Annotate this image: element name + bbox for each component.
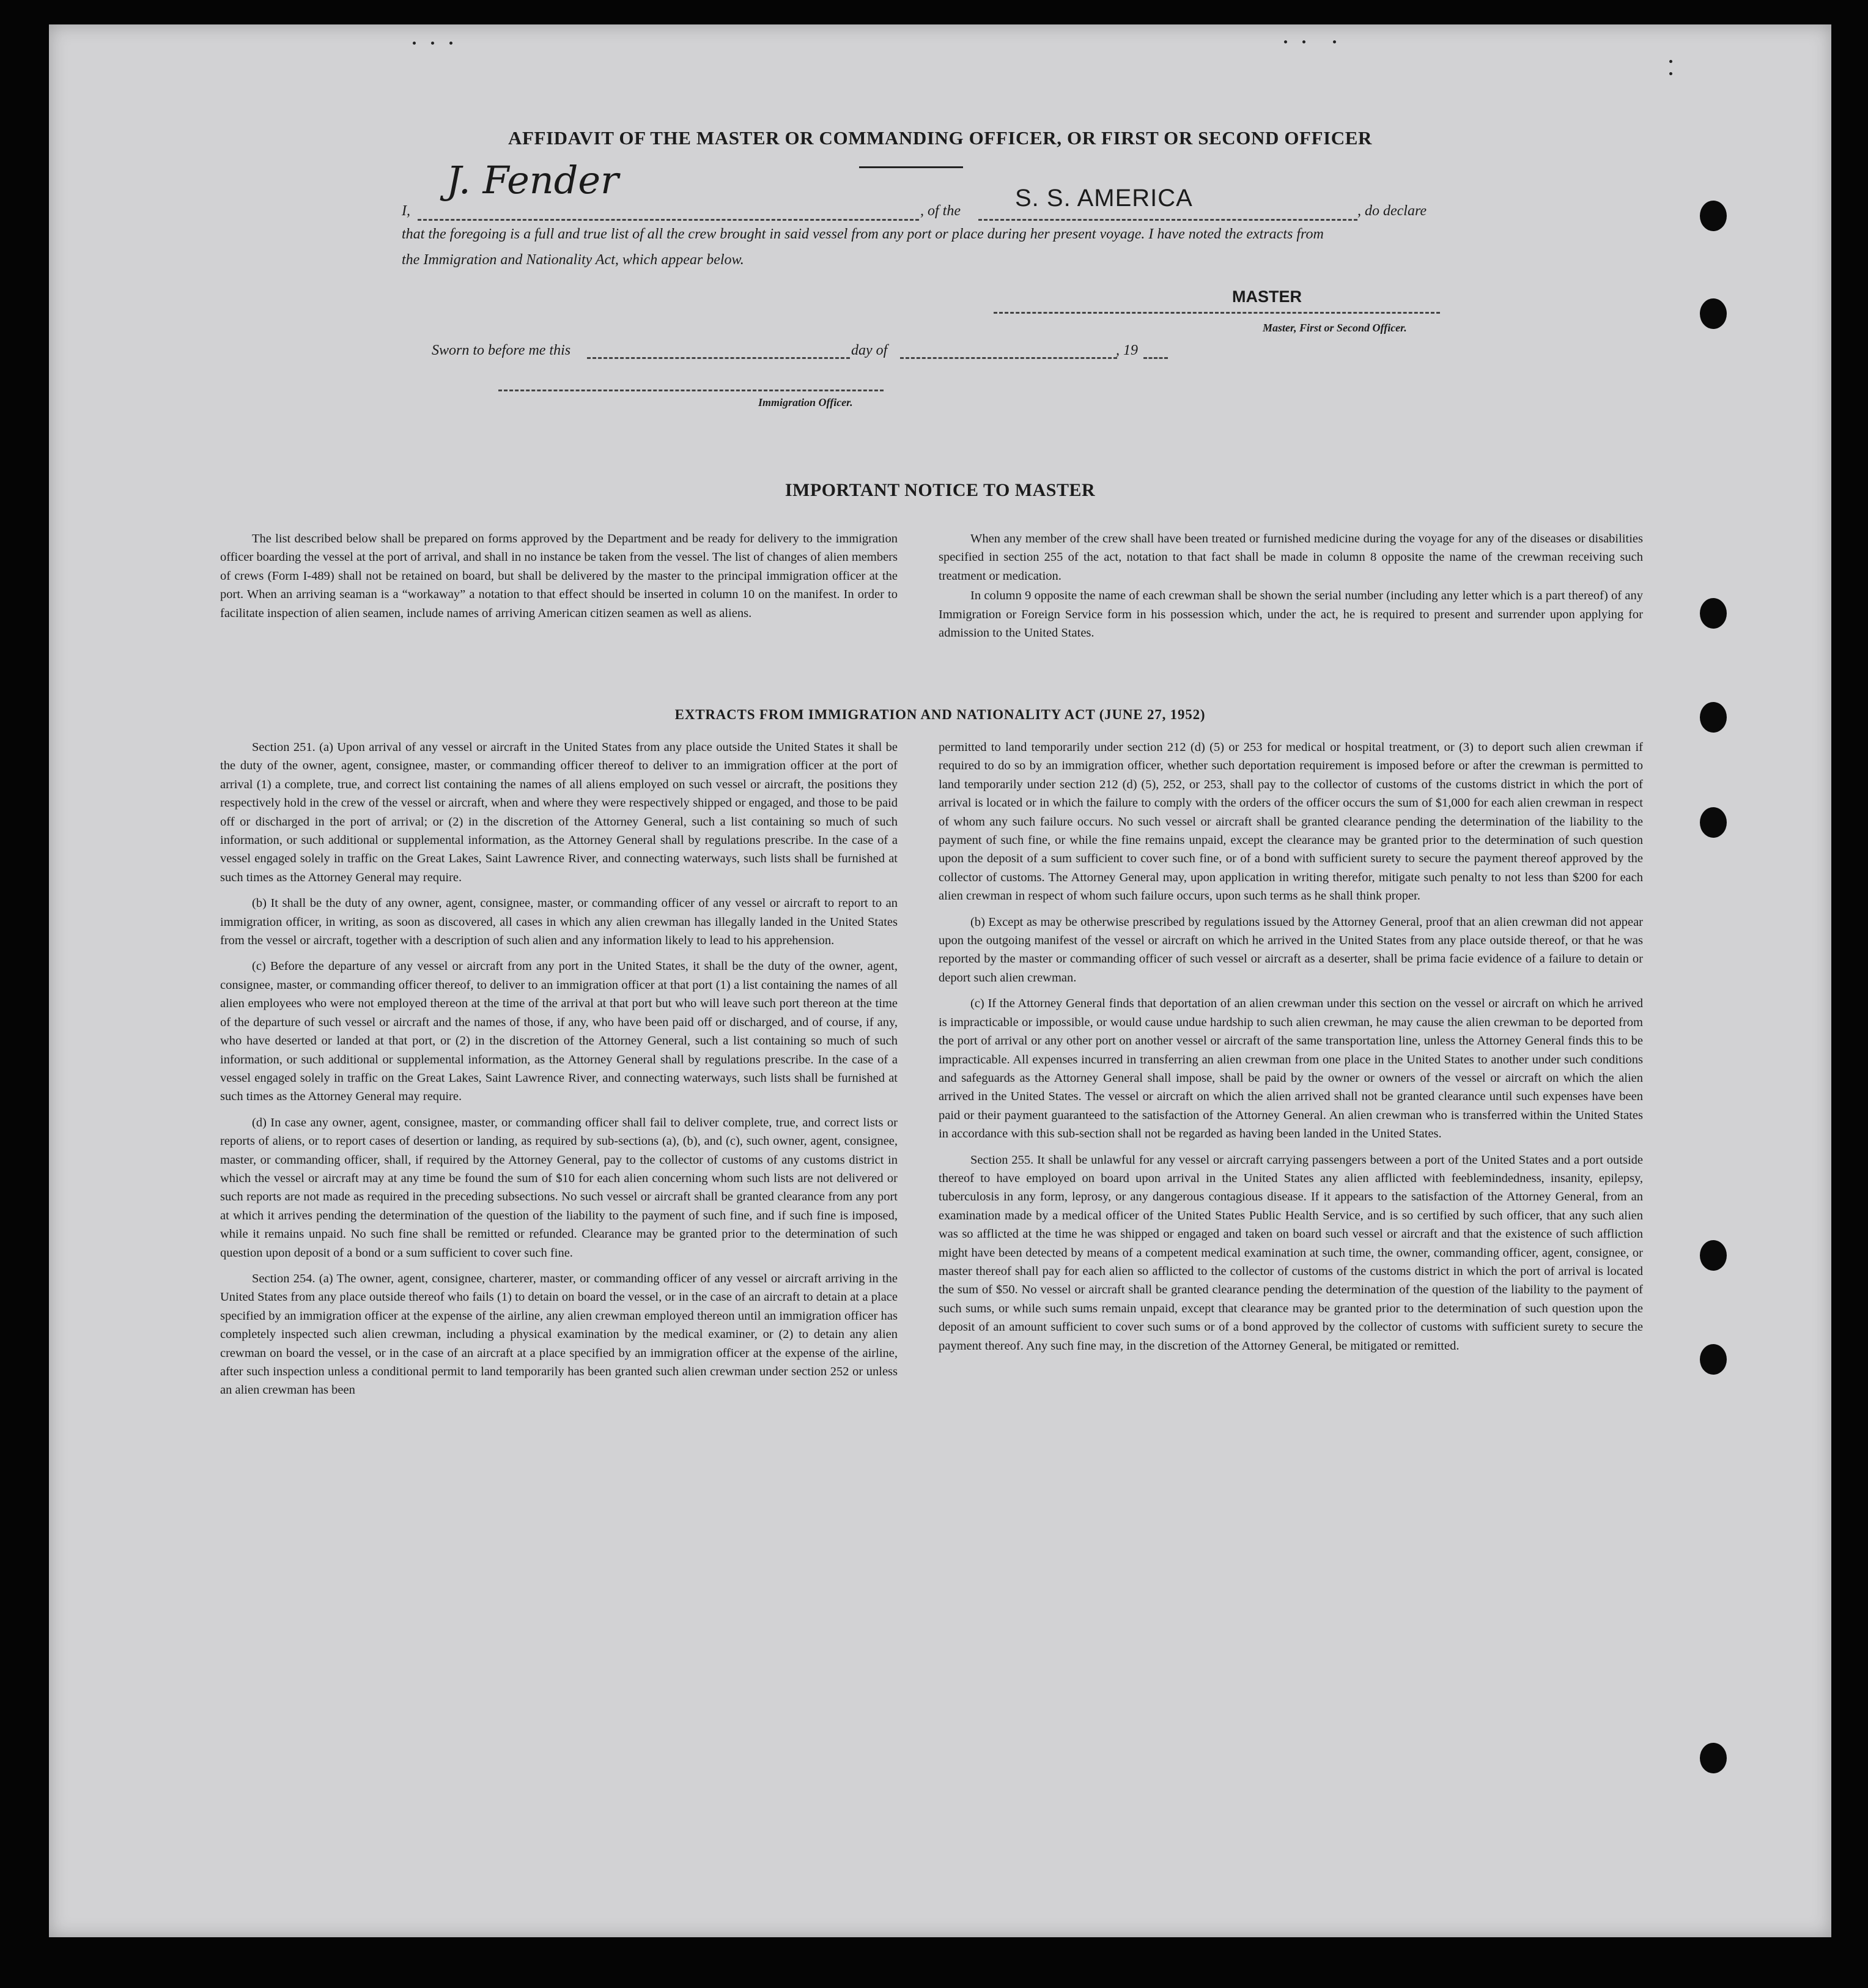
document-page xyxy=(49,24,1831,1937)
notice-left-column xyxy=(220,530,898,630)
declaration-line-1: that the foregoing is a full and true list of all the crew brought in said vessel from any port or place during her present voyage. I have noted the extracts from xyxy=(402,226,1324,242)
sworn-day-line xyxy=(587,357,850,359)
punch-hole xyxy=(1700,298,1727,329)
extracts-title: EXTRACTS FROM IMMIGRATION AND NATIONALITY ACT (JUNE 27, 1952) xyxy=(674,707,1206,722)
extracts-right-column xyxy=(939,738,1643,1362)
vessel-name: S. S. AMERICA xyxy=(1015,185,1193,212)
affidavit-prefix: I, xyxy=(402,203,410,219)
do-declare-label: , do declare xyxy=(1357,203,1427,219)
section-251-d: (d) In case any owner, agent, consignee, master, or commanding officer shall fail to deliver complete, true, and correct lists or reports of aliens, or to report cases of desertion or landing, as required by sub-sections (a), (b), and (c), such owner, agent, consignee, master, or commanding officer, shall, if required by the Attorney General, pay to the collector of customs of any customs district in which the vessel or aircraft may at any time be found the sum of $10 for each alien concerning whom such lists are not delivered or such reports are not made as required in the preceding subsections. No such vessel or aircraft shall be granted clearance from any port at which it arrives pending the determination of the question of the liability to the payment of such fine, and if such fine is imposed, while it remains unpaid. No such fine shall be remitted or refunded. Clearance may be granted prior to the determination of such question upon deposit of a bond or a sum sufficient to cover such fine. xyxy=(220,1115,898,1260)
notice-right-column xyxy=(939,530,1643,649)
notice-title: IMPORTANT NOTICE TO MASTER xyxy=(784,480,1096,500)
section-251-a: Section 251. (a) Upon arrival of any vessel or aircraft in the United States from any place outside the United States it shall be the duty of the owner, agent, consignee, master, or commanding officer thereof to deliver to an immigration officer at the port of arrival (1) a complete, true, and correct list containing the names of all aliens employed on such vessel or aircraft, the positions they respectively hold in the crew of the vessel or aircraft, when and where they were respectively shipped or engaged, and those to be paid off or discharged in the port of arrival; or (2) in the discretion of the Attorney General, such a list containing so much of such information, or such additional or supplemental information, as the Attorney General shall by regulations prescribe. In the case of a vessel engaged solely in traffic on the Great Lakes, Saint Lawrence River, and connecting waterways, such lists shall be furnished at such times as the Attorney General may require. xyxy=(220,741,898,884)
declaration-line-2: the Immigration and Nationality Act, which appear below. xyxy=(402,252,744,268)
punch-hole xyxy=(1700,807,1727,838)
section-254-b: (b) Except as may be otherwise prescribed by regulations issued by the Attorney General, proof that an alien crewman did not appear upon the outgoing manifest of the vessel or aircraft on which he arrived in the United States from any place outside thereof, or that he was reported by the master or commanding officer of such vessel or aircraft as a deserter, shall be prima facie evidence of a failure to detain or deport such alien crewman. xyxy=(939,915,1643,985)
day-of-label: day of xyxy=(851,342,888,358)
signer-caption: Master, First or Second Officer. xyxy=(1263,322,1407,334)
year-line xyxy=(1143,357,1168,359)
scan-speck xyxy=(1333,40,1336,43)
scan-speck xyxy=(449,42,452,45)
master-signature: J. Fender xyxy=(446,158,619,202)
punch-hole xyxy=(1700,598,1727,629)
signer-title-typed: MASTER xyxy=(1232,287,1302,306)
punch-hole xyxy=(1700,1743,1727,1773)
section-254-c: (c) If the Attorney General finds that deportation of an alien crewman under this section on the vessel or aircraft on which he arrived is impracticable or impossible, or would cause undue hardship to such alien crewman, he may cause the alien crewman to be deported from the port of arrival or any other port on another vessel or aircraft of the same transportation line, unless the Attorney General finds this to be impracticable. All expenses incurred in transferring an alien crewman from one place in the United States to another under such conditions and safeguards as the Attorney General shall impose, shall be paid by the owner or owners of the vessel or aircraft on which the alien arrived in the United States. The vessel or aircraft on which the alien arrived shall not be granted clearance until such expenses have been paid or their payment guaranteed to the satisfaction of the Attorney General. An alien crewman who is transferred within the United States in accordance with this sub-section shall not be regarded as having been landed in the United States. xyxy=(939,997,1643,1141)
sworn-month-line xyxy=(900,357,1117,359)
section-255: Section 255. It shall be unlawful for any vessel or aircraft carrying passengers between a port of the United States and a port outside thereof to have employed on board upon arrival in the United States any alien afflicted with feeblemindedness, insanity, epilepsy, tuberculosis in any form, leprosy, or any dangerous contagious disease. If it appears to the satisfaction of the Attorney General, from an examination made by a medical officer of the United States Public Health Service, and is so certified by such officer, that any such alien was so afflicted at the time he was shipped or engaged and taken on board such vessel or aircraft and that the existence of such affliction might have been detected by means of a competent medical examination at such time, the owner, commanding officer, agent, consignee, or master thereof shall pay for each alien so afflicted to the collector of customs of the customs district in which the port of arrival is located the sum of $50. No vessel or aircraft shall be granted clearance pending the determination of the question of the liability to the payment of such sums, or while such sums remain unpaid, except that clearance may be granted prior to the determination of such question upon the deposit of an amount sufficient to cover such sums or of a bond approved by the collector of customs with sufficient surety to secure the payment thereof. Any such fine may, in the discretion of the Attorney General, be mitigated or remitted. xyxy=(939,1153,1643,1353)
punch-hole xyxy=(1700,702,1727,733)
section-251-b: (b) It shall be the duty of any owner, agent, consignee, master, or commanding officer of any vessel or aircraft to report to an immigration officer, in writing, as soon as discovered, all cases in which any alien crewman has illegally landed in the United States from the vessel or aircraft, together with a description of such alien and any information likely to lead to his apprehension. xyxy=(220,896,898,948)
section-254-a-continued: permitted to land temporarily under section 212 (d) (5) or 253 for medical or hospital treatment, or (3) to deport such alien crewman if required to do so by an immigration officer, whether such deportation requirement is imposed before or after the crewman is permitted to land temporarily under section 212 (d) (5), 252, or 253, shall pay to the collector of customs of the customs district in which the port of arrival is located or in which the failure to comply with the orders of the officer occurs the sum of $1,000 for each alien crewman in respect of whom any such failure occurs. No such vessel or aircraft shall be granted clearance pending the determination of the liability to the payment of such fine, or while the fine remains unpaid, except the clearance may be granted prior to the determination of such question upon the deposit of a sum sufficient to cover such fine, or of a bond with sufficient surety to secure the payment thereof approved by the collector of customs. The Attorney General may, upon application in writing therefor, mitigate such penalty to not less than $200 for each alien crewman in respect of whom such failure occurs, upon such terms as he shall think proper. xyxy=(939,741,1643,903)
extracts-left-column xyxy=(220,738,898,1407)
vessel-line xyxy=(978,219,1357,221)
immigration-officer-line xyxy=(498,390,884,391)
sworn-label: Sworn to before me this xyxy=(432,342,571,358)
section-251-c: (c) Before the departure of any vessel or aircraft from any port in the United States, it shall be the duty of the owner, agent, consignee, master, or commanding officer thereof, to deliver to an immigration officer at that port (1) a list containing the names of all alien employees who were not employed thereon at the time of the arrival at that port but who will leave such port thereon at the time of the departure of such vessel or aircraft and the names of those, if any, who have been paid off or discharged, and of course, if any, who have deserted or landed at that port, or (2) in the discretion of the Attorney General, such a list containing so much of such information, or such additional or supplemental information, as the Attorney General shall by regulations prescribe. In the case of a vessel engaged solely in traffic on the Great Lakes, Saint Lawrence River, and connecting waterways, such lists shall be furnished at such times as the Attorney General may require. xyxy=(220,959,898,1104)
scan-speck xyxy=(413,42,416,45)
scan-speck xyxy=(431,42,434,45)
notice-left-paragraph: The list described below shall be prepared on forms approved by the Department and be ready for delivery to the immigration officer boarding the vessel at the port of arrival, and shall in no instance be taken from the vessel. The list of changes of alien members of crews (Form I-489) shall not be retained on board, but shall be delivered by the master to the principal immigration officer at the port. When an arriving seaman is a “workaway” a notation to that effect should be inserted in column 10 on the manifest. In order to facilitate inspection of alien seamen, include names of arriving American citizen seamen as well as aliens. xyxy=(220,532,898,620)
punch-hole xyxy=(1700,1344,1727,1375)
signer-line xyxy=(994,312,1440,314)
immigration-officer-caption: Immigration Officer. xyxy=(758,396,853,408)
punch-hole xyxy=(1700,1240,1727,1271)
of-the-label: , of the xyxy=(920,203,961,219)
punch-hole xyxy=(1700,201,1727,231)
title-divider xyxy=(859,166,963,168)
notice-right-paragraph-2: In column 9 opposite the name of each crewman shall be shown the serial number (including any letter which is a part thereof) of any Immigration or Foreign Service form in his possession which, under the act, he is required to present and surrender upon applying for admission to the United States. xyxy=(939,589,1643,640)
scan-speck xyxy=(1302,40,1305,43)
scan-speck xyxy=(1669,60,1672,63)
affidavit-title: AFFIDAVIT OF THE MASTER OR COMMANDING OFFICER, OR FIRST OR SECOND OFFICER xyxy=(508,127,1373,149)
scan-speck xyxy=(1669,72,1672,75)
notice-right-paragraph-1: When any member of the crew shall have been treated or furnished medicine during the voyage for any of the diseases or disabilities specified in section 255 of the act, notation to that fact shall be made in column 8 opposite the name of the crewman receiving such treatment or medication. xyxy=(939,532,1643,583)
year-label: , 19 xyxy=(1116,342,1138,358)
scan-speck xyxy=(1284,40,1287,43)
section-254-a: Section 254. (a) The owner, agent, consignee, charterer, master, or commanding officer of any vessel or aircraft arriving in the United States from any place outside thereof who fails (1) to detain on board the vessel, or in the case of an aircraft to detain at a place specified by an immigration officer at the expense of the airline, any alien crewman employed thereon until an immigration officer has completely inspected such alien crewman, including a physical examination by the medical examiner, or (2) to detain any alien crewman on board the vessel, or in the case of an aircraft at a place specified by an immigration officer at the expense of the airline, after such inspection unless a conditional permit to land temporarily has been granted such alien crewman under section 252 or unless an alien crewman has been xyxy=(220,1271,898,1397)
name-line xyxy=(418,219,919,221)
